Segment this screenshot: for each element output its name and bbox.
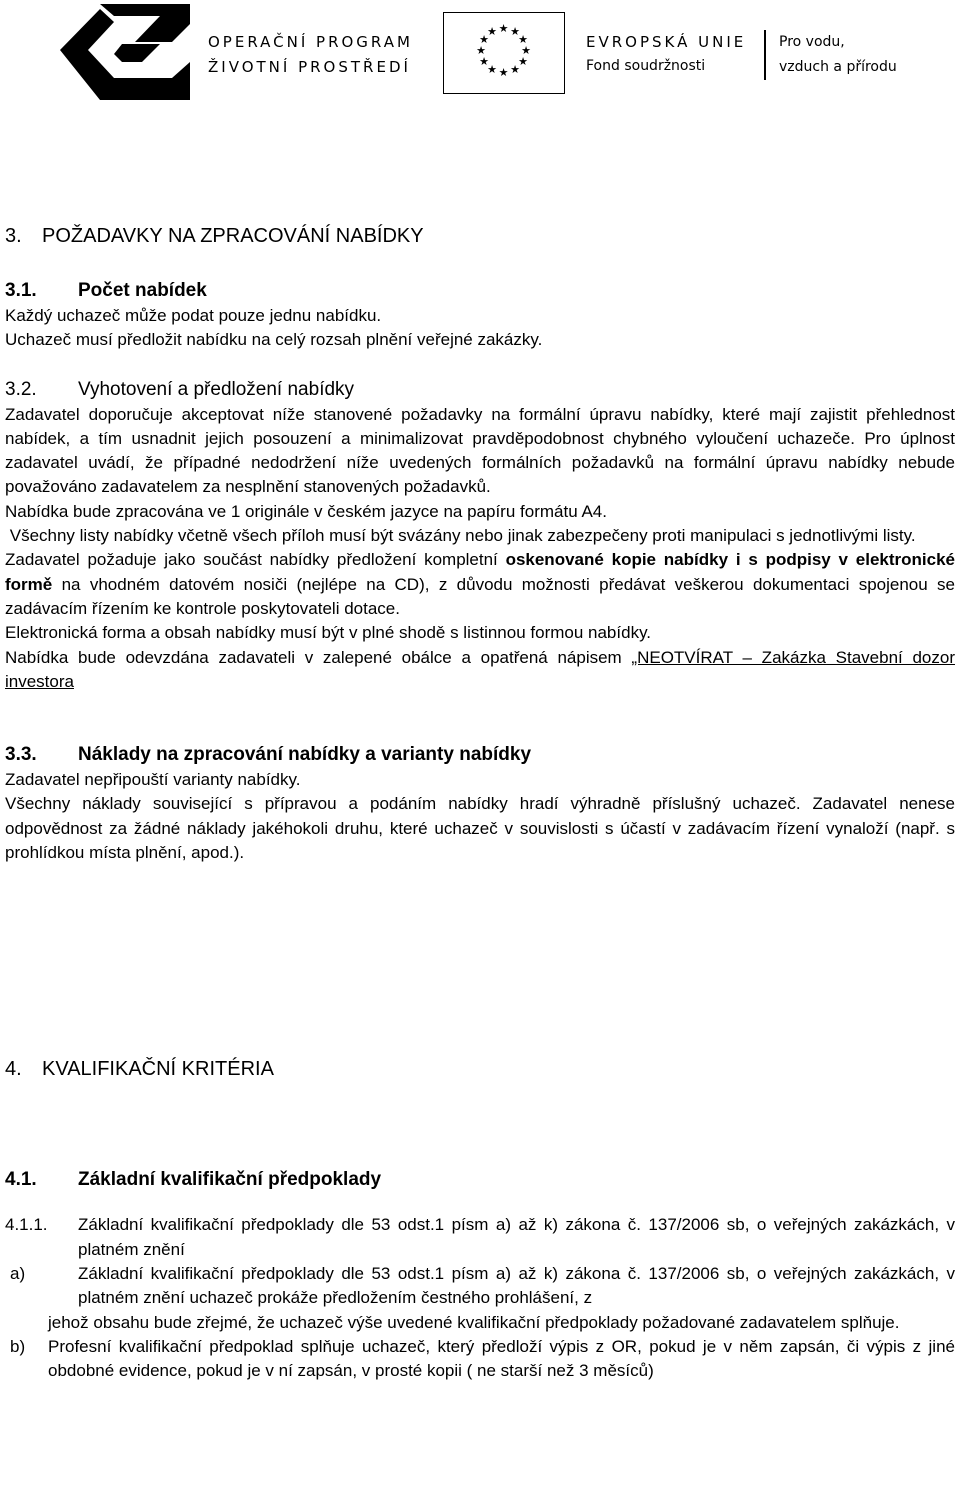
section-title: Počet nabídek (78, 280, 207, 301)
svg-text:★: ★ (510, 25, 520, 38)
svg-text:★: ★ (521, 44, 531, 57)
item-label: a) (10, 1263, 26, 1283)
section-4-1-heading (5, 1167, 955, 1193)
page-header (0, 0, 960, 120)
section-number: 4.1. (5, 1169, 37, 1191)
tagline-line1: Pro vodu, (779, 34, 845, 50)
paragraph: Zadavatel doporučuje akceptovat níže stanovené požadavky na formální úpravu nabídky, které mají zajistit přehlednost nabídek, a tím usnadnit jejich posouzení a minimalizovat pravděpodobnost chybného vyloučení uchazeče. Pro úplnost zadavatel uvádí, že případné nedodržení níže uvedených formálních požadavků na formální úpravu nabídky nebude považováno zadavatelem za nesplnění stanovených požadavků. (5, 404, 955, 497)
op-line1: OPERAČNÍ PROGRAM (208, 33, 413, 51)
section-title: Základní kvalifikační předpoklady (78, 1169, 382, 1191)
section-3-heading (5, 222, 955, 250)
svg-text:★: ★ (510, 63, 520, 76)
item-text: Základní kvalifikační předpoklady dle 53 odst.1 písm a) až k) zákona č. 137/2006 sb, o veřejných zakázkách, v platném znění (78, 1215, 955, 1259)
section-3-2-heading (5, 377, 955, 403)
header-divider (764, 30, 766, 80)
paragraph: Každý uchazeč může podat pouze jednu nabídku. (5, 306, 382, 325)
op-line2: ŽIVOTNÍ PROSTŘEDÍ (208, 58, 411, 76)
section-4-heading (5, 1055, 955, 1083)
svg-text:★: ★ (487, 25, 497, 38)
eu-label (586, 30, 746, 77)
section-number: 3.2. (5, 378, 37, 400)
list-item (5, 1262, 955, 1311)
section-title: KVALIFIKAČNÍ KRITÉRIA (42, 1058, 274, 1081)
svg-text:★: ★ (487, 63, 497, 76)
item-text: Profesní kvalifikační předpoklad splňuje uchazeč, který předloží výpis z OR, pokud je v něm zapsán, či výpis z jiné obdobné evidence, pokud je v ní zapsán, v prosté kopii ( ne starší než 3 měsíců) (48, 1336, 955, 1381)
svg-text:★: ★ (498, 22, 509, 35)
text-run: Nabídka bude odevzdána zadavateli v zalepené obálce a opatřená nápisem (5, 647, 632, 667)
item-label: b) (10, 1336, 26, 1356)
item-number: 4.1.1. (5, 1215, 48, 1235)
paragraph (5, 646, 955, 695)
section-title: Vyhotovení a předložení nabídky (78, 378, 355, 400)
list-item (5, 1335, 955, 1384)
svg-text:★: ★ (479, 33, 489, 46)
svg-text:★: ★ (518, 33, 528, 46)
list-item (5, 1213, 955, 1262)
paragraph: Všechny listy nabídky včetně všech příloh musí být svázány nebo jinak zabezpečeny proti manipulaci s jednotlivými listy. (5, 526, 916, 546)
svg-text:★: ★ (479, 55, 489, 68)
paragraph (5, 548, 955, 621)
paragraph: Zadavatel nepřipouští varianty nabídky. (5, 770, 301, 790)
svg-text:★: ★ (476, 44, 486, 57)
text-run: na vhodném datovém nosiči (nejlépe na CD), z důvodu možnosti předávat veškerou dokumentaci spojenou se zadávacím řízením ke kontrole poskytovateli dotace. (5, 574, 955, 618)
section-3-3-heading (5, 742, 955, 768)
paragraph: Nabídka bude zpracována ve 1 originále v českém jazyce na papíru formátu A4. (5, 501, 607, 521)
section-3-1-heading (5, 278, 955, 304)
tagline-line2: vzduch a přírodu (779, 59, 897, 75)
document-body (5, 222, 955, 1383)
section-number: 3.1. (5, 280, 37, 301)
underlined-text: „NEOTVÍRAT – Zakázka Stavební dozor investora (5, 647, 955, 691)
paragraph: Uchazeč musí předložit nabídku na celý rozsah plnění veřejné zakázky. (5, 330, 543, 350)
eu-fund: Fond soudržnosti (586, 58, 706, 74)
tagline (779, 30, 897, 80)
op-program-name (208, 30, 413, 80)
section-title: Náklady na zpracování nabídky a varianty nabídky (78, 744, 532, 766)
bold-text: oskenované kopie nabídky i s podpisy v elektronické formě (5, 550, 955, 594)
paragraph-continued: jehož obsahu bude zřejmé, že uchazeč výše uvedené kvalifikační předpoklady požadované zadavatelem splňuje. (48, 1312, 900, 1332)
section-number: 3.3. (5, 744, 37, 766)
op-zp-logo (60, 4, 190, 100)
eu-title: EVROPSKÁ UNIE (586, 33, 747, 51)
paragraph: Elektronická forma a obsah nabídky musí být v plné shodě s listinnou formou nabídky. (5, 623, 652, 643)
text-run: Zadavatel požaduje jako součást nabídky předložení kompletní (5, 550, 506, 570)
section-number: 3. (5, 225, 22, 247)
section-title: POŽADAVKY NA ZPRACOVÁNÍ NABÍDKY (42, 225, 424, 247)
paragraph: Všechny náklady související s přípravou a podáním nabídky hradí výhradně příslušný uchazeč. Zadavatel nenese odpovědnost za žádné náklady jakéhokoli druhu, které uchazeč v souvislosti s účastí v zadávacím řízení vynaloží (např. s prohlídkou místa plnění, apod.). (5, 794, 955, 863)
eu-flag (443, 12, 565, 94)
eu-stars-icon (444, 13, 563, 92)
item-text: Základní kvalifikační předpoklady dle 53 odst.1 písm a) až k) zákona č. 137/2006 sb, o veřejných zakázkách, v platném znění uchazeč prokáže předložením čestného prohlášení, z (78, 1263, 955, 1308)
svg-text:★: ★ (518, 55, 528, 68)
svg-text:★: ★ (498, 66, 509, 79)
section-number: 4. (5, 1058, 22, 1081)
